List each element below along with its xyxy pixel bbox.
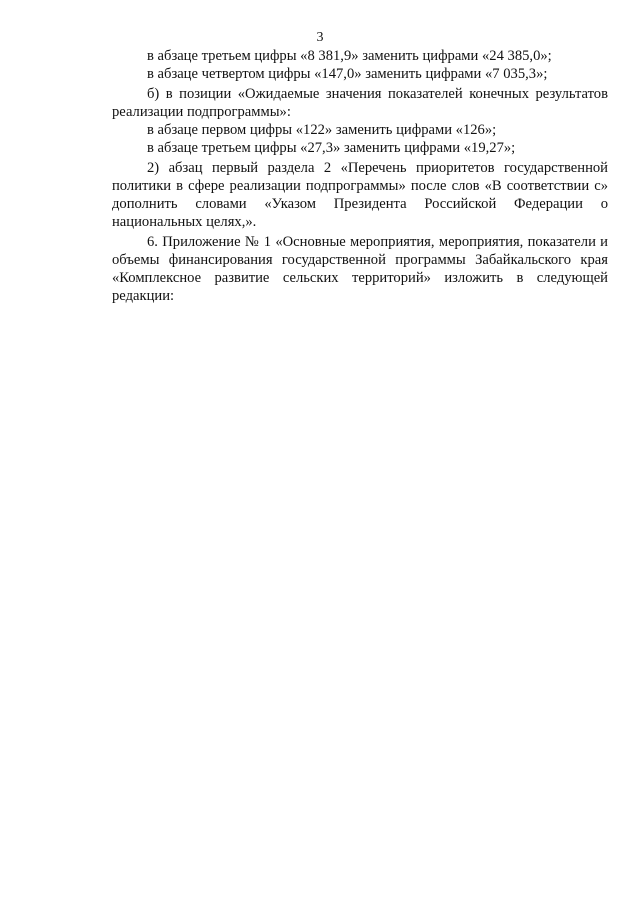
page-number: 3 xyxy=(316,30,324,45)
paragraph-amend-fourth-clause: в абзаце четвертом цифры «147,0» заменить цифрами «7 035,3»; xyxy=(147,66,548,82)
paragraph-amend-third-clause: в абзаце третьем цифры «8 381,9» заменить цифрами «24 385,0»; xyxy=(147,48,552,64)
document-body xyxy=(112,47,608,305)
paragraph-appendix-1: 6. Приложение № 1 «Основные мероприятия, мероприятия, показатели и объемы финансирования государственной программы Забайкальского края «Комплексное развитие сельских территорий» изложить в следующей редакции: xyxy=(112,234,608,304)
paragraph-section-2-priorities: 2) абзац первый раздела 2 «Перечень приоритетов государственной политики в сфере реализации подпрограммы» после слов «В соответствии с» дополнить словами «Указом Президента Российской Федерации о национальных целях,». xyxy=(112,160,608,230)
paragraph-amend-third-clause-2: в абзаце третьем цифры «27,3» заменить цифрами «19,27»; xyxy=(147,140,516,156)
paragraph-expected-values: б) в позиции «Ожидаемые значения показателей конечных результатов реализации подпрограммы»: xyxy=(112,86,608,120)
paragraph-amend-first-clause: в абзаце первом цифры «122» заменить цифрами «126»; xyxy=(147,122,497,138)
